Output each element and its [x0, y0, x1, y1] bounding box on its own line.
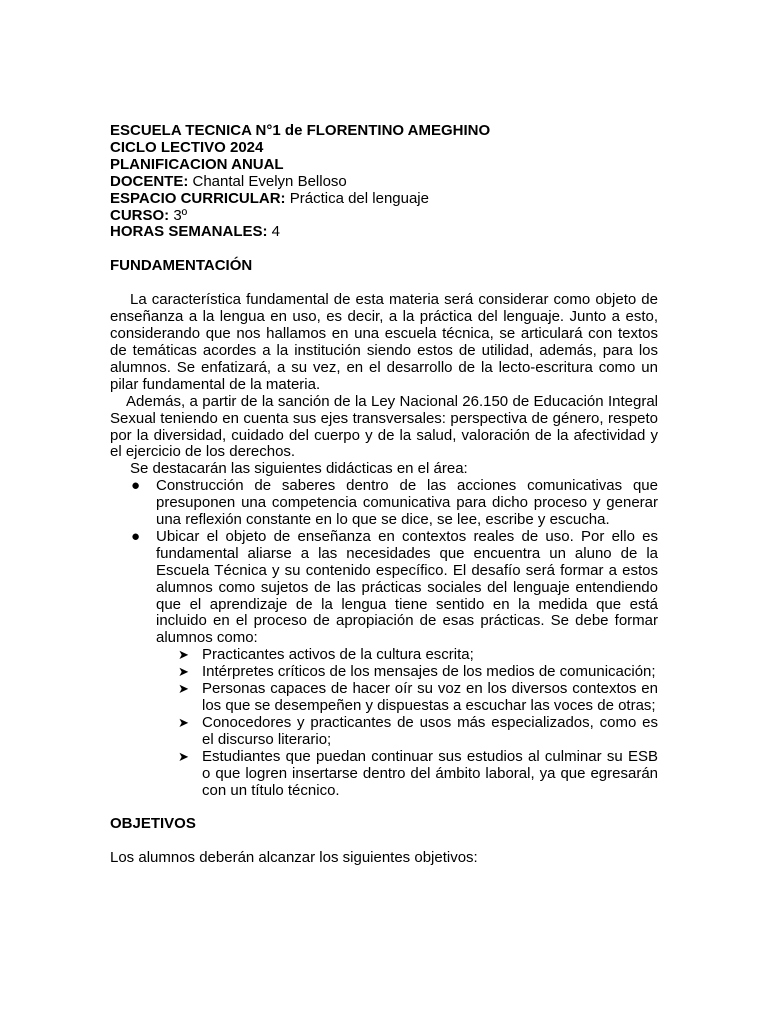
espacio-value: Práctica del lenguaje	[285, 189, 429, 207]
didactics-list	[110, 478, 658, 799]
arrow-bullet-icon: ➤	[178, 714, 189, 730]
list-item-text: Intérpretes críticos de los mensajes de los medios de comunicación;	[202, 663, 656, 681]
espacio-line	[110, 191, 658, 208]
docente-label: DOCENTE:	[110, 172, 189, 190]
school-name	[110, 123, 658, 140]
docente-line	[110, 174, 658, 191]
plan-line	[110, 157, 658, 174]
plan-text: PLANIFICACION ANUAL	[110, 155, 284, 173]
list-item	[178, 747, 658, 800]
fundamentacion-paragraph-2: Además, a partir de la sanción de la Ley Nacional 26.150 de Educación Integral Sexual teniendo en cuenta sus ejes transversales: perspectiva de género, respeto por la diversidad, cuidado del cuerpo y de la salud, valoración de la afectividad y el ejercicio de los derechos.	[110, 392, 658, 461]
horas-line	[110, 224, 658, 241]
list-item-text: Conocedores y practicantes de usos más especializados, como es el discurso literario;	[202, 713, 658, 748]
curso-line	[110, 208, 658, 225]
list-item	[131, 527, 658, 800]
cycle-line	[110, 140, 658, 157]
list-item-text: Practicantes activos de la cultura escrita;	[202, 646, 474, 664]
bullet-icon: ●	[131, 477, 141, 495]
list-item	[178, 663, 658, 681]
list-item	[131, 477, 658, 529]
fundamentacion-paragraph-1: La característica fundamental de esta materia será considerar como objeto de enseñanza a la lengua en uso, es decir, a la práctica del lenguaje. Junto a esto, considerando que nos hallamos en una escuela técnica, se articulará con textos de temáticas acordes a la institución siendo estos de utilidad, además, para los alumnos. Se enfatizará, a su vez, en el desarrollo de la lecto-escritura como un pilar fundamental de la materia.	[110, 291, 658, 393]
list-item	[178, 713, 658, 749]
list-item-text: Ubicar el objeto de enseñanza en contextos reales de uso. Por ello es fundamental aliarse a las necesidades que encuentra un aluno de la Escuela Técnica y su contenido específico. El desafío será formar a estos alumnos como sujetos de las prácticas sociales del lenguaje entendiendo que el aprendizaje de la lengua tiene sentido en la medida que está incluido en el proceso de apropiación de esas prácticas. Se debe formar alumnos como:	[156, 527, 658, 647]
arrow-bullet-icon: ➤	[178, 664, 189, 680]
espacio-label: ESPACIO CURRICULAR:	[110, 189, 286, 207]
student-profile-list	[156, 647, 658, 799]
list-item-text: Estudiantes que puedan continuar sus estudios al culminar su ESB o que logren insertarse dentro del ámbito laboral, ya que egresarán con un título técnico.	[202, 747, 658, 799]
arrow-bullet-icon: ➤	[178, 647, 189, 663]
list-item	[178, 680, 658, 715]
arrow-bullet-icon: ➤	[178, 681, 189, 697]
objetivos-title: OBJETIVOS	[110, 815, 196, 833]
arrow-bullet-icon: ➤	[178, 748, 189, 764]
document-page	[110, 123, 658, 867]
list-item-text: Construcción de saberes dentro de las acciones comunicativas que presuponen una competencia comunicativa para dicho proceso y generar una reflexión constante en lo que se dice, se lee, escribe y escucha.	[156, 477, 658, 529]
list-item-text: Personas capaces de hacer oír su voz en los diversos contextos en los que se desempeñen y dispuestas a escuchar las voces de otras;	[202, 680, 658, 714]
document-header	[110, 123, 658, 241]
bullet-icon: ●	[131, 527, 141, 545]
fundamentacion-title: FUNDAMENTACIÓN	[110, 257, 253, 275]
cycle-text: CICLO LECTIVO 2024	[110, 138, 264, 156]
horas-label: HORAS SEMANALES:	[110, 223, 268, 241]
fundamentacion-paragraph-3: Se destacarán las siguientes didácticas en el área:	[130, 460, 468, 478]
curso-label: CURSO:	[110, 206, 170, 224]
school-name-text: ESCUELA TECNICA N°1 de FLORENTINO AMEGHINO	[110, 122, 491, 139]
docente-value: Chantal Evelyn Belloso	[188, 172, 347, 190]
curso-value: 3º	[169, 206, 188, 224]
objetivos-intro: Los alumnos deberán alcanzar los siguientes objetivos:	[110, 849, 478, 867]
list-item	[178, 646, 658, 664]
horas-value: 4	[267, 223, 281, 241]
